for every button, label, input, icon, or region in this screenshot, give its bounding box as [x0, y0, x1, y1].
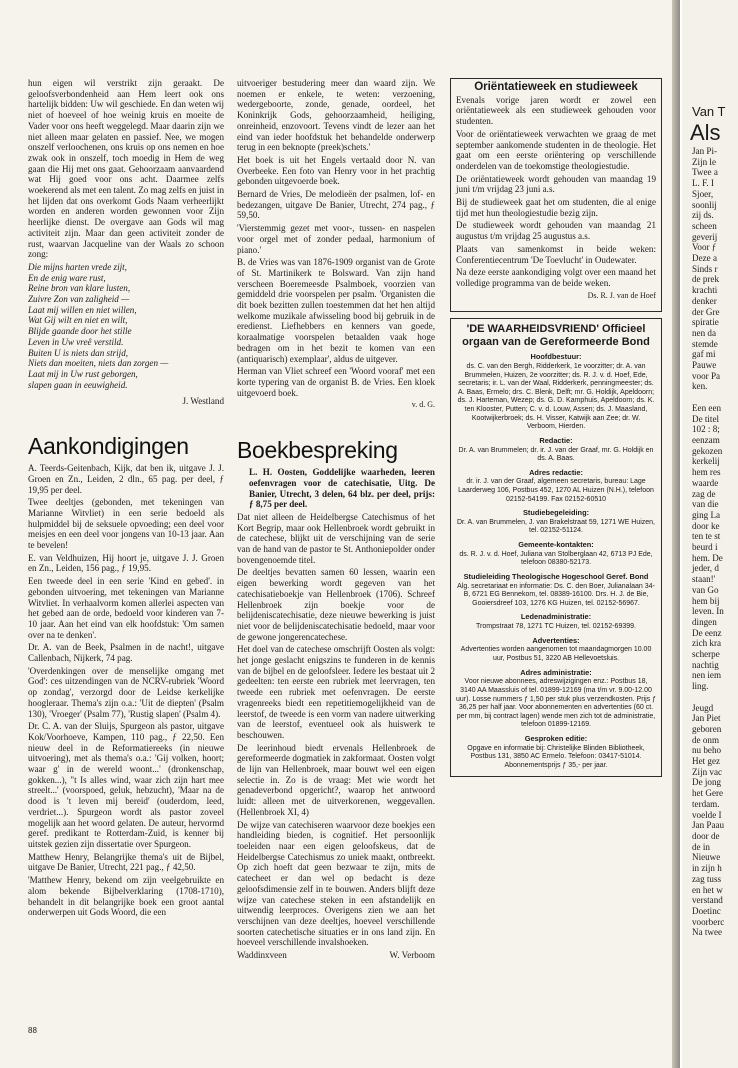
next-page-line: ging La	[692, 509, 721, 520]
colophon-text: Trompstraat 78, 1271 TC Huizen, tel. 02152-69399.	[476, 623, 636, 631]
next-page-heading-small: Van T	[692, 104, 726, 119]
next-page-line: ken.	[692, 381, 708, 392]
next-page-line: de onm	[692, 734, 720, 745]
next-page-line: jeder, d	[692, 563, 719, 574]
colophon-text: Dr. A. van Brummelen, J. van Brakelstraat 59, 1271 WE Huizen, tel. 02152-51124.	[456, 518, 656, 535]
next-page-line: terdam.	[692, 798, 720, 809]
paragraph: Herman van Vliet schreef een 'Woord vooraf' met een korte typering van de organist B. de Vries. Een kloek uitgevoerd boek.	[237, 366, 435, 398]
next-page-line: zich kra	[692, 638, 722, 649]
next-page-line: de prek	[692, 274, 720, 285]
review-paragraph: De wijze van catechiseren waarvoor deze boekjes een handleiding bieden, is cognitief. Het persoonlijk toeleiden naar een eigen geloofskeus, dat de Heidelbergse Catechismus zo uniek maakt, ontbreekt. Op zich hoeft dat geen bezwaar te zijn, mits de catecheet er dan wel op bedacht is deze geloofsdimensie zelf in te bouwen. Anders blijft deze wijze van catechese steken in een afstandelijk en uitwendig leerproces. Overigens zien we aan het verschijnen van deze deeltjes, hoeveel verschillende soorten catechetische situaties er in ons land zijn. En hoeveel verschillende invalshoeken.	[237, 819, 435, 948]
colophon-label: Hoofdbestuur:	[530, 352, 582, 362]
next-page-edge	[682, 0, 738, 1068]
next-page-line: Jan Paau	[692, 820, 725, 831]
box-paragraph: Na deze eerste aankondiging volgt over een maand het volledige programma van de beide weken.	[456, 267, 656, 288]
next-page-line: stemde	[692, 338, 718, 349]
next-page-line: nu beho	[692, 745, 722, 756]
announcement: A. Teerds-Geitenbach, Kijk, dat ben ik, uitgave J. J. Groen en Zn., Leiden, 2 dln., 65 pag. per deel, ƒ 19,95 per deel.	[28, 463, 224, 495]
section-title-aankondigingen: Aankondigingen	[28, 433, 189, 460]
column-right	[450, 78, 662, 1040]
next-page-line: ten te st	[692, 531, 721, 542]
column-middle	[237, 78, 435, 1040]
next-page-line: hem res	[692, 467, 721, 478]
next-page-line: Jeugd	[692, 702, 714, 713]
next-page-line: van Go	[692, 584, 719, 595]
next-page-line: Twee a	[692, 167, 718, 178]
next-page-line: voor Pa	[692, 370, 721, 381]
next-page-text-fragments	[692, 146, 738, 938]
announcement: Dr. C. A. van der Sluijs, Spurgeon als pastor, uitgave Kok/Voorhoeve, Kampen, 110 pag., ƒ 22,50. Een nieuw deel in de Reformatiereeks (in nieuwe uitvoering), met als thema's o.a.: 'Gij volken, hoort; waar g' in de wereld woont...' (dronkenschap, gokken...), "t Is alles wind, waar zich zijn hart mee streelt...' (voorspoed, geluk, hebzucht), 'Maar na de dood is 't leven mij bereid' (ouderdom, leed, verdriet...). Spurgeon wordt als pastor zoveel mogelijk aan het woord gelaten. De auteur, hervormd geref. predikant te Rotterdam-Zuid, is kenner bij uitstek gezien zijn dissertatie over Spurgeon.	[28, 721, 224, 849]
colophon-text: dr. ir. J. van der Graaf, algemeen secretaris, bureau: Lage Laarderweg 106, Postbus 452, 1270 AL Huizen (N.H.), telefoon 02152-54199. Fax 02152-60510	[458, 478, 654, 503]
next-page-line: geverij	[692, 231, 718, 242]
colophon-text: Voor nieuwe abonnees, adreswijzigingen enz.: Postbus 18, 3140 AA Maassluis of tel. 01899-12169 (ma t/m vr. 9.00-12.00 uur). Losse nummers ƒ 1,50 per stuk plus verzendkosten. Prijs ƒ 36,25 per half jaar. Voor abonnementen en advertenties (60 ct. per mm, bij contract lagen) wende men zich tot de administratie, telefoon 01899-12169.	[456, 678, 656, 729]
box-paragraph: Plaats van samenkomst in beide weken: Conferentiecentrum 'De Toevlucht' in Oudewater.	[456, 243, 656, 265]
poem	[28, 262, 224, 390]
box-paragraph: Evenals vorige jaren wordt er zowel een oriëntatieweek als een studieweek gehouden voor studenten.	[456, 94, 656, 127]
colophon-text: Opgave en informatie bij: Christelijke Blinden Bibliotheek, Postbus 131, 3850 AC Ermelo. Telefoon: 03417-51014. Abonnementsprijs ƒ 35,- per jaar.	[467, 744, 645, 769]
next-page-line: 102 : 8;	[692, 424, 720, 435]
next-page-line: nen da	[692, 327, 716, 338]
next-page-line: Sinds r	[692, 263, 718, 274]
next-page-line: verstand	[692, 895, 723, 906]
orientation-week-box	[450, 78, 662, 312]
next-page-line: De jong	[692, 777, 722, 788]
next-page-line: ling.	[692, 681, 709, 692]
box-title: Oriëntatieweek en studieweek	[474, 81, 638, 93]
poem-line: Laat mij willen en niet willen,	[28, 304, 137, 315]
next-page-line: Na twee	[692, 927, 723, 938]
announcement: 'Overdenkingen over de menselijke omgang met God': ces uitzendingen van de NCRV-rubriek 'Woord op zondag', verzorgd door de Leidse kerkelijke hoogleraar. Thema's zijn o.a.: 'Uit de diepten' (Psalm 130), 'Vroeger' (Psalm 77), 'Rustig slapen' (Psalm 4).	[28, 665, 224, 719]
colophon-label: Gesproken editie:	[524, 733, 588, 743]
announcement: Dr. A. van de Beek, Psalmen in de nacht!, uitgave Callenbach, Nijkerk, 74 pag.	[28, 642, 224, 664]
announcement: Twee deeltjes (gebonden, met tekeningen van Marianne Witvliet) in een serie bedoeld als hulpmiddel bij de seksuele opvoeding; een deel voor meisjes en een deel voor jongens van 10-13 jaar. Aan te bevelen!	[28, 497, 224, 551]
next-page-line: der Gre	[692, 306, 720, 317]
next-page-line: gaf mi	[692, 349, 716, 360]
next-page-line: staan!'	[692, 574, 716, 585]
reviewer-initials: v. d. G.	[411, 400, 435, 410]
next-page-line: zag tuss	[692, 873, 722, 884]
next-page-line: spiratie	[692, 317, 719, 328]
next-page-line: beurd i	[692, 542, 718, 553]
colophon-text: Alg. secretariaat en informatie: Ds. C. den Boer, Julianalaan 34-B, 6721 EG Bennekom, tel. 08389-16100. Drs. H. J. de Bie, Gooiersdreef 103, 1276 KG Huizen, tel. 02152-56967.	[457, 582, 655, 607]
paragraph: 'Vierstemmig gezet met voor-, tussen- en naspelen voor orgel met of zonder pedaal, harmonium of piano.'	[237, 223, 435, 255]
paragraph: B. de Vries was van 1876-1909 organist van de Grote of St. Martinikerk te Bolsward. Van zijn hand verscheen Boeremeesde Psalmboek, voorzien van gemiddeld drie voorspelen per psalm. 'Organisten die dit boek bezitten zullen toestemmen dat het hen altijd welkome muzikale afwisseling bood bij gebruik in de eredienst. Liefhebbers en kenners van goede, koraalmatige voorspelen betaalden vaak hoge bedragen om in het bezit te komen van een (antiquarisch) exemplaar', aldus de uitgever.	[237, 257, 435, 364]
announcement: 'Matthew Henry, bekend om zijn veelgebruikte en alom bekende Bijbelverklaring (1708-1710), behandelt in dit belangrijke boek een groot aantal onderwerpen uit Gods Woord, die een	[28, 875, 224, 918]
next-page-line: Zijn le	[692, 156, 716, 167]
colophon-label: Ledenadministratie:	[520, 612, 592, 622]
next-page-line: door de	[692, 831, 720, 841]
box-paragraph: De oriëntatieweek wordt gehouden van maandag 19 juni t/m vrijdag 23 juni a.s.	[456, 173, 656, 195]
next-page-line: zij ds.	[692, 210, 714, 221]
book-heading: L. H. Oosten, Goddelijke waarheden, leeren oefenvragen voor de catechisatie, Uitg. De Banier, Utrecht, 3 delen, 64 blz. per deel, prijs: ƒ 8,75 per deel.	[249, 467, 435, 510]
next-page-line: scherpe	[692, 649, 720, 660]
next-page-line: Een een	[692, 402, 722, 413]
next-page-line: eenzam	[692, 434, 720, 445]
announcement: Een tweede deel in een serie 'Kind en gebed'. in gebonden uitvoering, met tekeningen van Marianne Witvliet. In verhaalvorm komen allerlei aspecten van het gebed aan de orde, bedoeld voor kinderen van 7-10 jaar. Aan het eind van elk hoofdstuk: 'Om samen over na te denken'.	[28, 576, 224, 640]
meditation-paragraph: hun eigen wil verstrikt zijn geraakt. De geloofsverbondenheid aan Hem leert ook ons hartelijk bidden: Uw wil geschiede. En dan weten wij niet of hoeveel of hoe weinig kruis en moeite de Vader voor ons heeft weggelegd. Maar daarin zijn we niet alleen maar gelaten en passief. Nee, we mogen onszelf verloochenen, ons kruis op ons nemen en hoe zwak ook in onszelf, toch moedig in Hem de weg gaan die Hij met ons gaat. Gehoorzaam aanvaardend wat Hij goed voor ons acht. Daarmee zelfs woekerend als met een talent. Zo mag zelfs en juist in het lijden dat ons overkomt Gods Naam verheerlijkt worden en anderen worden gewonnen voor Zijn heerlijke dienst. De overgave aan Gods wil mag activiteit zijn. Maar dan geen activiteit zonder de rust, waarvan Jacqueline van der Waals zo schoon zong:	[28, 78, 224, 260]
next-page-line: hem. De	[692, 552, 723, 563]
next-page-line: leven. In	[692, 606, 724, 617]
next-page-line: voelde I	[692, 809, 722, 820]
next-page-line: voorberc	[692, 916, 725, 927]
next-page-line: soonlij	[692, 199, 717, 210]
colophon-text: ds. R. J. v. d. Hoef, Juliana van Stolberglaan 42, 6713 PJ Ede, telefoon 08380-52173.	[459, 550, 653, 567]
paragraph: uitvoeriger bestudering meer dan waard zijn. We noemen er enkele, te weten: verzoening, wedergeboorte, zonde, genade, oordeel, het Koninkrijk Gods, gehoorzaamheid, heiliging, onreinheid, enzovoort. Tevens vindt de lezer aan het eind van ieder hoofdstuk het behandelde onderwerp terug in een beknopte (preek)schets.'	[237, 78, 435, 153]
review-paragraph: Het doel van de catechese omschrijft Oosten als volgt: het jonge geslacht enigszins te funderen in de kennis van de bijbel en de geloofsleer. Iedere les bestaat uit 2 gedeelten: ten eerste een rubriek met leervragen, ten tweede een rubriek met oefenvragen. De eerste vragenreeks biedt een repetitiemogelijkheid van de leerstof, de tweede is een vorm van nadere uitwerking van de leerstof, eventueel ook als huiswerk te beschouwen.	[237, 644, 435, 740]
poem-line: Die mijns harten vrede zijt,	[28, 261, 127, 272]
next-page-line: en het w	[692, 884, 723, 895]
next-page-line: De titel	[692, 413, 720, 424]
next-page-line: Nieuwe	[692, 852, 721, 863]
poem-line: Reine bron van klare lusten,	[28, 283, 131, 294]
colophon-label: Gemeente-kontakten:	[518, 540, 594, 550]
poem-line: Wat Gij wilt en niet en wilt,	[28, 315, 128, 326]
next-page-line: kerkelij	[692, 456, 720, 467]
next-page-line: Deze a	[692, 253, 717, 264]
next-page-line: gekozen	[692, 445, 723, 456]
next-page-line: Het gez	[692, 756, 721, 767]
poem-line: Buiten U is niets dan strijd,	[28, 347, 129, 358]
colophon-label: Studiebegeleiding:	[522, 508, 590, 518]
next-page-line	[692, 692, 738, 703]
next-page-line: van die	[692, 499, 719, 510]
next-page-line: scheen	[692, 220, 717, 231]
next-page-line: nachtig	[692, 659, 719, 670]
poem-line: En de enig ware rust,	[28, 272, 106, 283]
colophon-text: ds. C. van den Bergh, Ridderkerk, 1e voorzitter; dr. A. van Brummelen, Huizen, 2e voorzitter; ds. R. J. v. d. Hoef, Ede, secretaris; ir. L. van der Waal, Ridderkerk, penningmeester; ds. A. Baas, Ermelo; drs. C. Blenk, Delft; mr. G. Holdijk, Apeldoorn; ds. J. Harteman, Wezep; ds. G. D. Kamphuis, Apeldoorn; ds. K. ten Klooster, Putten; C. v. d. Louw, Assen; ds. J. Maasland, Kootwijkerbroek; ds. H. Visser, Katwijk aan Zee; dr. W. Verboom, Hierden.	[457, 363, 655, 431]
next-page-line: het Gere	[692, 788, 724, 799]
poem-line: Laat mij in Uw rust geborgen,	[28, 368, 138, 379]
next-page-line: De eenz	[692, 627, 722, 638]
next-page-line: in zijn h	[692, 863, 722, 874]
announcement: E. van Veldhuizen, Hij hoort je, uitgave J. J. Groen en Zn., Leiden, 156 pag., ƒ 19,95.	[28, 552, 224, 574]
poem-line: Blijde gaande door het stille	[28, 326, 132, 337]
paragraph: Het boek is uit het Engels vertaald door N. van Overbeeke. Een foto van Henry voor in het prachtig gebonden uitgevoerde boek.	[237, 154, 435, 187]
review-place: Waddinxveen	[237, 950, 287, 961]
next-page-heading-large: Als	[690, 120, 721, 145]
colophon-text: Dr. A. van Brummelen; dr. ir. J. van der Graaf, mr. G. Holdijk en ds. A. Baas.	[458, 446, 654, 463]
announcement: Matthew Henry, Belangrijke thema's uit de Bijbel, uitgave De Banier, Utrecht, 221 pag., ƒ 42,50.	[28, 851, 224, 873]
review-paragraph: De leerinhoud biedt ervenals Hellenbroek de gereformeerde dogmatiek in zakformaat. Oosten volgt de lijn van Hellenbroek, maar bouwt wel een eigen selectie in. Zo is de vraag: Met wie wordt het genadeverbond opgericht?, waarop het antwoord luidt: alleen met de uitverkorenen, weggevallen. (Hellenbroek XI, 4)	[237, 742, 435, 817]
next-page-line: Jan Pi-	[692, 146, 718, 156]
section-title-boekbespreking: Boekbespreking	[237, 437, 398, 464]
box-paragraph: Voor de oriëntatieweek verwachten we graag de met september aankomende studenten in de theologie. Het gaat om een eerste oriëntering op verschillende onderdelen van de toekomstige theologiestudie.	[456, 128, 656, 171]
colophon-label: Studieleiding Theologische Hogeschool Geref. Bond	[463, 571, 649, 581]
colophon-box	[450, 318, 662, 777]
box-paragraph: Bij de studieweek gaat het om studenten, die al enige tijd met hun theologiestudie bezig zijn.	[456, 197, 656, 218]
box-paragraph: De studieweek wordt gehouden van maandag 21 augustus t/m vrijdag 25 augustus a.s.	[456, 220, 656, 242]
next-page-line: Pauwe	[692, 360, 717, 371]
next-page-line: denker	[692, 295, 717, 306]
review-paragraph: Dat niet alleen de Heidelbergse Catechismus of het Kort Begrip, maar ook Hellenbroek wordt gebruikt in de catechese, blijkt uit de verschijning van de serie van de hand van de pastor te St. Anthoniepolder onder bovengenoemde titel.	[237, 511, 435, 565]
poem-line: slapen gaan in eeuwigheid.	[28, 379, 128, 390]
next-page-line: door ke	[692, 520, 720, 531]
next-page-line: Jan Piet	[692, 713, 721, 724]
next-page-line: de in	[692, 841, 710, 852]
review-signature	[237, 950, 435, 961]
book-gutter	[672, 0, 680, 1068]
colophon-text: Advertenties worden aangenomen tot maandagmorgen 10.00 uur, Postbus 51, 3220 AB Hellevoetsluis.	[460, 646, 652, 663]
review-paragraph: De deeltjes bevatten samen 60 lessen, waarin een eigen bewerking wordt gegeven van het catechisatieboekje van Hellenbroek (1706). Schreef Hellenbroek zijn boekje voor de belijdeniscatechisatie, deze nieuwe bewerking is juist niet voor de belijdeniscatechisatie bedoeld, maar voor de gewone jongerencatechese.	[237, 567, 435, 642]
colophon-label: Redactie:	[539, 435, 573, 445]
column-left	[28, 78, 224, 1040]
next-page-line: dingen	[692, 616, 717, 627]
poem-line: Leven in Uw vreê verstild.	[28, 336, 124, 347]
next-page-line	[692, 392, 738, 403]
colophon-label: Adres administratie:	[520, 667, 592, 677]
next-page-line: zag de	[692, 488, 716, 499]
next-page-line: Voor ƒ	[692, 242, 717, 253]
next-page-line: Sjoer,	[692, 188, 714, 199]
page-number: 88	[28, 1026, 37, 1035]
next-page-line: geboren	[692, 723, 722, 734]
next-page-line: L. F. I	[692, 178, 715, 189]
next-page-line: krachti	[692, 285, 718, 296]
poem-line: Zuivre Zon van zaligheid —	[28, 294, 130, 305]
box-signature: Ds. R. J. van de Hoef	[587, 290, 656, 300]
next-page-line: Zijn vac	[692, 766, 723, 777]
colophon-label: Advertenties:	[532, 635, 580, 645]
next-page-line: waarde	[692, 477, 719, 488]
reviewer-name: W. Verboom	[389, 950, 435, 961]
next-page-line: hem bij	[692, 595, 720, 606]
next-page-line: Doetinc	[692, 905, 721, 916]
paragraph: Bernard de Vries, De melodieën der psalmen, lof- en bedezangen, uitgave De Banier, Utrecht, 274 pag., ƒ 59,50.	[237, 189, 435, 221]
colophon-title: 'DE WAARHEIDSVRIEND' Officieel orgaan van de Gereformeerde Bond	[462, 323, 650, 348]
author-signature: J. Westland	[182, 396, 224, 407]
next-page-line: nen iem	[692, 670, 722, 681]
poem-line: Niets dan moeiten, niets dan zorgen —	[28, 358, 169, 369]
colophon-label: Adres redactie:	[529, 467, 583, 477]
